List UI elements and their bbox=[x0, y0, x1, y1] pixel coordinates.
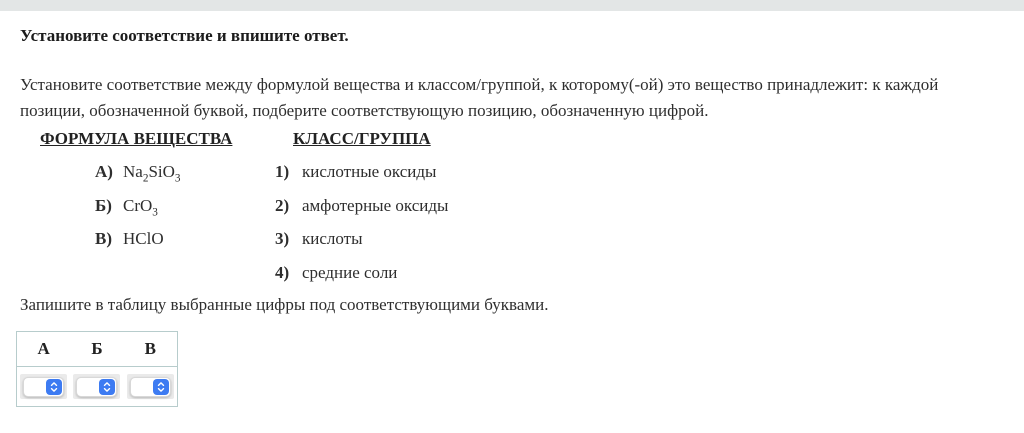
option-text: кислотные оксиды bbox=[302, 162, 437, 181]
select-stepper-icon bbox=[99, 379, 115, 395]
select-stepper-icon bbox=[153, 379, 169, 395]
select-pill bbox=[76, 377, 117, 397]
select-pill bbox=[130, 377, 171, 397]
answer-table-body-row bbox=[17, 367, 177, 406]
matching-item-v bbox=[95, 229, 164, 249]
option-number: 2) bbox=[275, 196, 290, 215]
select-pill bbox=[23, 377, 64, 397]
question-title: Установите соответствие и впишите ответ. bbox=[20, 26, 349, 45]
instruction-line: позиции, обозначенной буквой, подберите соответствующую позицию, обозначенную цифрой. bbox=[20, 101, 709, 120]
item-formula: CrO$_3$ bbox=[123, 196, 158, 219]
option-text: кислоты bbox=[302, 229, 363, 248]
item-letter: А) bbox=[95, 162, 113, 181]
answer-header-cell-a: А bbox=[37, 339, 50, 358]
option-number: 3) bbox=[275, 229, 290, 248]
answer-select-v[interactable] bbox=[127, 374, 174, 399]
instruction-text bbox=[20, 72, 938, 124]
class-option-4 bbox=[275, 263, 397, 283]
matching-item-a bbox=[95, 162, 181, 185]
answer-cell-v bbox=[124, 374, 177, 399]
class-option-1 bbox=[275, 162, 436, 182]
item-formula: $Na_2SiO_3$ bbox=[123, 162, 181, 185]
answer-table bbox=[16, 331, 178, 407]
answer-table-header-row bbox=[17, 332, 177, 367]
table-instruction: Запишите в таблицу выбранные цифры под соответствующими буквами. bbox=[20, 295, 549, 314]
item-formula: HClO bbox=[123, 229, 164, 248]
right-column-header: КЛАСС/ГРУППА bbox=[293, 129, 431, 148]
select-stepper-icon bbox=[46, 379, 62, 395]
answer-select-b[interactable] bbox=[73, 374, 120, 399]
answer-select-a[interactable] bbox=[20, 374, 67, 399]
class-option-3 bbox=[275, 229, 363, 249]
matching-item-b bbox=[95, 196, 158, 219]
class-option-2 bbox=[275, 196, 448, 216]
item-letter: В) bbox=[95, 229, 112, 248]
answer-header-cell-b: Б bbox=[91, 339, 103, 358]
option-text: средние соли bbox=[302, 263, 398, 282]
instruction-line: Установите соответствие между формулой вещества и классом/группой, к которому(-ой) это вещество принадлежит: к каждой bbox=[20, 75, 939, 94]
top-bar bbox=[0, 0, 1024, 11]
answer-header-cell-v: В bbox=[144, 339, 156, 358]
answer-cell-b bbox=[70, 374, 123, 399]
option-number: 1) bbox=[275, 162, 290, 181]
item-letter: Б) bbox=[95, 196, 112, 215]
option-number: 4) bbox=[275, 263, 290, 282]
left-column-header: ФОРМУЛА ВЕЩЕСТВА bbox=[40, 129, 233, 148]
option-text: амфотерные оксиды bbox=[302, 196, 449, 215]
answer-cell-a bbox=[17, 374, 70, 399]
